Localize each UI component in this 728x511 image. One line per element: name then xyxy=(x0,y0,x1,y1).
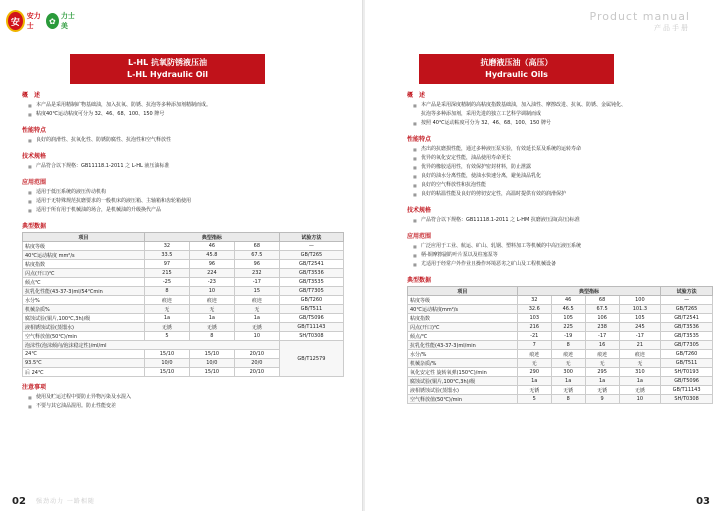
table-cell: 无锈 xyxy=(585,386,619,395)
table-cell: 100 xyxy=(619,296,661,305)
table-cell: 97 xyxy=(144,260,189,269)
table-row xyxy=(23,242,344,251)
table-cell: 水分/% xyxy=(408,350,518,359)
table-cell: 20/0 xyxy=(234,359,279,368)
table-row xyxy=(23,332,344,341)
right-page xyxy=(365,0,728,511)
table-cell: 101.3 xyxy=(619,305,661,314)
table-row xyxy=(408,386,713,395)
table-cell: 无锈 xyxy=(189,323,234,332)
table-cell: 20/10 xyxy=(234,368,279,377)
table-cell: 24℃ xyxy=(23,350,145,359)
table-cell: 1a xyxy=(517,377,551,386)
table-cell: 痕迹 xyxy=(189,296,234,305)
list-item: ■ 柄-铜摩擦副的叶片泵以及柱塞泵等 xyxy=(413,252,498,258)
table-cell: 腐蚀试验(铜片,100℃,3h)/级 xyxy=(23,314,145,323)
table-cell: -23 xyxy=(189,278,234,287)
table-cell: GB/T2541 xyxy=(661,314,713,323)
section-title: 性能特点 xyxy=(407,136,432,143)
table-cell: 245 xyxy=(619,323,661,332)
table-cell: -19 xyxy=(551,332,585,341)
table-cell: 闪点(开口)℃ xyxy=(23,269,145,278)
table-cell: 空气释放值(50℃)/min xyxy=(408,395,518,404)
list-item: ■ 本产品是采用精制矿物基础油，加入抗氧、防锈、抗泡等多种添加剂精制而成。 xyxy=(28,102,212,108)
table-cell: 15/10 xyxy=(189,350,234,359)
section-title: 技术规格 xyxy=(407,207,432,214)
page-number: 03 xyxy=(696,496,710,507)
table-cell: 10 xyxy=(234,332,279,341)
section-title: 概 述 xyxy=(22,92,41,99)
slogan: 强劲动力 一路相随 xyxy=(36,498,95,505)
table-cell: 103 xyxy=(517,314,551,323)
list-item: ■ 杰出的抗磨损性能，通过多种液压泵实验，有效延长泵及系统的运转寿命 xyxy=(413,146,582,152)
table-cell: -17 xyxy=(234,278,279,287)
table-cell: 5 xyxy=(517,395,551,404)
section-title: 性能特点 xyxy=(22,127,47,134)
column-header: 试验方法 xyxy=(661,287,713,296)
table-cell: GB/T265 xyxy=(661,305,713,314)
column-header: 试验方法 xyxy=(279,233,343,242)
table-cell: 1a xyxy=(234,314,279,323)
list-item: ■ 适用于低压系统的液压传动机构 xyxy=(28,189,107,195)
list-item: ■ 良好的润滑性、抗氧化性、防锈防腐性、抗泡性和空气释放性 xyxy=(28,137,172,143)
table-cell: 无锈 xyxy=(234,323,279,332)
table-cell: 氧化安定性 旋转氧弹(150℃)/min xyxy=(408,368,518,377)
product-title-cn: 抗磨液压油（高压） xyxy=(480,58,553,67)
table-cell: GB/T12579 xyxy=(279,341,343,377)
table-cell: 16 xyxy=(585,341,619,350)
table-cell: 216 xyxy=(517,323,551,332)
table-cell: 15/10 xyxy=(144,368,189,377)
table-cell: 93.5℃ xyxy=(23,359,145,368)
table-cell: 无锈 xyxy=(619,386,661,395)
product-title-banner xyxy=(70,54,265,84)
table-cell: 无锈 xyxy=(517,386,551,395)
brand-name-2: 力士美 xyxy=(60,12,75,30)
table-cell: 290 xyxy=(517,368,551,377)
table-cell: GB/T2541 xyxy=(279,260,343,269)
table-cell: — xyxy=(279,242,343,251)
table-cell: -17 xyxy=(619,332,661,341)
table-row xyxy=(23,269,344,278)
table-cell: 15/10 xyxy=(189,368,234,377)
list-item: ■ 优异的氧化安定性能，油品使用寿命更长 xyxy=(413,155,512,161)
list-item: ■ 不要与其它油品混用。防止性能变差 xyxy=(28,403,117,409)
table-cell: 痕迹 xyxy=(144,296,189,305)
table-cell: 224 xyxy=(189,269,234,278)
table-cell: 45.8 xyxy=(189,251,234,260)
section-title: 技术规格 xyxy=(22,153,47,160)
data-table xyxy=(407,286,713,404)
table-cell: 32 xyxy=(144,242,189,251)
list-item: ■ 良好的油水分离性能，使油水快速分离，避免油品乳化 xyxy=(413,173,542,179)
table-cell: 空气释放值(50℃)/min xyxy=(23,332,145,341)
section-title: 应用范围 xyxy=(22,179,47,186)
table-cell: 无 xyxy=(585,359,619,368)
table-cell: 无 xyxy=(551,359,585,368)
table-cell: 1a xyxy=(585,377,619,386)
table-cell: GB/T260 xyxy=(661,350,713,359)
list-item: ■ 优异的橡胶适用性，有效保护密封材料，防止泄露 xyxy=(413,164,532,170)
table-cell: 8 xyxy=(551,395,585,404)
table-row xyxy=(408,341,713,350)
table-cell: 21 xyxy=(619,341,661,350)
table-cell: 96 xyxy=(234,260,279,269)
table-row xyxy=(23,278,344,287)
table-cell: 10 xyxy=(619,395,661,404)
page-number: 02 xyxy=(12,496,26,507)
product-title-banner xyxy=(419,54,614,84)
brand-emblem-icon: 安 xyxy=(6,10,25,32)
table-cell: 32 xyxy=(517,296,551,305)
table-cell: 68 xyxy=(585,296,619,305)
table-cell: GB/T5096 xyxy=(279,314,343,323)
table-cell: 粘度指数 xyxy=(23,260,145,269)
left-page xyxy=(0,0,363,511)
table-row xyxy=(408,359,713,368)
table-cell: GB/T11143 xyxy=(279,323,343,332)
list-item: ■ 产品符合以下规格：GB11118.1-2011 之 L-HL 液压油标准 xyxy=(28,163,170,169)
table-cell: 无锈 xyxy=(144,323,189,332)
table-cell: 8 xyxy=(551,341,585,350)
table-row xyxy=(408,350,713,359)
table-cell: 9 xyxy=(585,395,619,404)
table-cell: -17 xyxy=(585,332,619,341)
table-row xyxy=(408,305,713,314)
list-item: ■ 良好的粘温性能及良好的剪切安定性，高温时提供有效的润滑保护 xyxy=(413,191,567,197)
table-cell: 96 xyxy=(189,260,234,269)
table-row xyxy=(408,296,713,305)
table-cell: 67.5 xyxy=(234,251,279,260)
table-cell: 20/10 xyxy=(234,350,279,359)
table-row xyxy=(23,251,344,260)
list-item: ■ 按照 40℃运动粘度可分为 32、46、68、100、150 牌号 xyxy=(413,120,551,126)
table-cell: 105 xyxy=(551,314,585,323)
brand-name: 安力士 xyxy=(26,12,41,30)
table-cell: 机械杂质% xyxy=(23,305,145,314)
table-cell: 295 xyxy=(585,368,619,377)
table-row xyxy=(408,368,713,377)
manual-header xyxy=(590,10,690,33)
table-cell: 5 xyxy=(144,332,189,341)
table-cell: 105 xyxy=(619,314,661,323)
table-cell: 无 xyxy=(189,305,234,314)
table-cell: 33.5 xyxy=(144,251,189,260)
table-cell: 无 xyxy=(234,305,279,314)
table-cell: 机械杂质/% xyxy=(408,359,518,368)
table-row xyxy=(408,323,713,332)
table-cell: 痕迹 xyxy=(619,350,661,359)
table-row xyxy=(23,305,344,314)
manual-title-en: Product manual xyxy=(589,10,690,23)
table-cell: 10 xyxy=(189,287,234,296)
table-cell: 粘度等级 xyxy=(408,296,518,305)
table-cell: 10/0 xyxy=(189,359,234,368)
table-row xyxy=(23,341,344,350)
table-cell: 抗乳化性能(43-37-3)ml/54℃min xyxy=(23,287,145,296)
list-item: ■ 粘度40℃运动粘度可分为 32、46、68、100、150 牌号 xyxy=(28,111,165,117)
table-cell: 46.5 xyxy=(551,305,585,314)
table-cell: 46 xyxy=(189,242,234,251)
table-cell: GB/T7305 xyxy=(661,341,713,350)
table-cell: 闪点(开口)℃ xyxy=(408,323,518,332)
table-cell: -21 xyxy=(517,332,551,341)
list-item: ■ 尤适用于经常户外作业且操作环境恶劣之矿山及工程机械设备 xyxy=(413,261,557,267)
table-cell: 1a xyxy=(551,377,585,386)
table-cell: 无 xyxy=(619,359,661,368)
table-cell: 无 xyxy=(517,359,551,368)
table-cell: 倾点/℃ xyxy=(408,332,518,341)
table-cell: 1a xyxy=(619,377,661,386)
table-cell: GB/T3536 xyxy=(279,269,343,278)
table-cell: 无 xyxy=(144,305,189,314)
list-item: 抗泡等多种添加剂，采用先进的独立工艺科学调制而成 xyxy=(421,111,542,117)
table-row xyxy=(23,260,344,269)
table-cell: SH/T0308 xyxy=(279,332,343,341)
table-cell: 抗乳化性能(43-37-3)ml/min xyxy=(408,341,518,350)
table-cell: 泡沫性(泡沫倾向/泡沫稳定性)/ml/ml xyxy=(23,341,280,350)
table-cell: 无锈 xyxy=(551,386,585,395)
table-cell: 106 xyxy=(585,314,619,323)
section-title: 应用范围 xyxy=(407,233,432,240)
section-title: 注意事项 xyxy=(22,384,47,391)
table-cell: 粘度指数 xyxy=(408,314,518,323)
brand-logo xyxy=(6,6,78,36)
table-cell: 10/0 xyxy=(144,359,189,368)
list-item: ■ 广泛应用于工业、航运、矿山、轧钢、塑料加工等机械的中高压液压系统 xyxy=(413,243,582,249)
table-cell: 痕迹 xyxy=(234,296,279,305)
table-row xyxy=(408,332,713,341)
table-cell: GB/T3535 xyxy=(661,332,713,341)
table-cell: GB/T265 xyxy=(279,251,343,260)
table-row xyxy=(23,323,344,332)
table-cell: SH/T0308 xyxy=(661,395,713,404)
column-header: 项目 xyxy=(408,287,518,296)
table-cell: 8 xyxy=(144,287,189,296)
product-title-en: Hydraulic Oils xyxy=(485,70,548,79)
column-header: 典型指标 xyxy=(517,287,660,296)
table-cell: GB/T511 xyxy=(279,305,343,314)
section-title: 典型数据 xyxy=(407,277,432,284)
table-cell: 67.5 xyxy=(585,305,619,314)
table-cell: GB/T11143 xyxy=(661,386,713,395)
table-cell: 46 xyxy=(551,296,585,305)
table-cell: 300 xyxy=(551,368,585,377)
table-cell: GB/T260 xyxy=(279,296,343,305)
table-cell: GB/T3536 xyxy=(661,323,713,332)
list-item: ■ 适用于无特殊规范抗磨要求的一般机床的液压箱、主轴箱和齿轮箱使用 xyxy=(28,198,192,204)
table-row xyxy=(23,296,344,305)
column-header: 项目 xyxy=(23,233,145,242)
table-cell: 痕迹 xyxy=(517,350,551,359)
column-header: 典型指标 xyxy=(144,233,279,242)
list-item: ■ 适用于所有用于机械油的场合，是机械油的升级换代产品 xyxy=(28,207,162,213)
table-cell: GB/T511 xyxy=(661,359,713,368)
product-title-en: L-HL Hydraulic Oil xyxy=(127,70,208,79)
table-cell: 倾点℃ xyxy=(23,278,145,287)
table-row xyxy=(408,314,713,323)
section-title: 典型数据 xyxy=(22,223,47,230)
table-cell: GB/T5096 xyxy=(661,377,713,386)
list-item: ■ 使用及贮运过程中要防止异物污染及水混入 xyxy=(28,394,132,400)
table-row xyxy=(23,314,344,323)
table-cell: 232 xyxy=(234,269,279,278)
data-table xyxy=(22,232,344,377)
table-cell: 68 xyxy=(234,242,279,251)
table-cell: GB/T3535 xyxy=(279,278,343,287)
product-title-cn: L-HL 抗氧防锈液压油 xyxy=(128,58,207,67)
section-title: 概 述 xyxy=(407,92,426,99)
table-row xyxy=(23,287,344,296)
table-cell: 1a xyxy=(189,314,234,323)
table-row xyxy=(408,395,713,404)
manual-title-cn: 产品手册 xyxy=(654,24,690,32)
list-item: ■ 产品符合以下规格：GB11118.1-2011 之 L-HM 抗磨液压油(高压)标准 xyxy=(413,217,580,223)
table-row xyxy=(408,377,713,386)
table-cell: 15 xyxy=(234,287,279,296)
table-cell: 7 xyxy=(517,341,551,350)
leaf-icon: ✿ xyxy=(46,13,59,29)
left-content xyxy=(22,90,344,411)
table-cell: 40℃运动粘度 mm²/s xyxy=(23,251,145,260)
table-cell: 后 24℃ xyxy=(23,368,145,377)
table-cell: 15/10 xyxy=(144,350,189,359)
table-cell: 水分% xyxy=(23,296,145,305)
list-item: ■ 本产品是采用深度精制的高粘度指数基础油，加入油性、摩擦改进、抗氧、防锈、金属钝化、 xyxy=(413,102,627,108)
table-cell: — xyxy=(661,296,713,305)
table-cell: 310 xyxy=(619,368,661,377)
table-cell: 腐蚀试验(铜片,100℃,3h)/级 xyxy=(408,377,518,386)
list-item: ■ 良好的空气释放性和抗泡性能 xyxy=(413,182,487,188)
table-cell: 液相锈蚀试验(蒸馏水) xyxy=(23,323,145,332)
table-cell: GB/T7305 xyxy=(279,287,343,296)
table-cell: 238 xyxy=(585,323,619,332)
table-cell: 8 xyxy=(189,332,234,341)
table-cell: 32.6 xyxy=(517,305,551,314)
table-cell: 215 xyxy=(144,269,189,278)
table-cell: 粘度等级 xyxy=(23,242,145,251)
table-cell: 1a xyxy=(144,314,189,323)
table-cell: 液相锈蚀试验(蒸馏水) xyxy=(408,386,518,395)
table-cell: SH/T0193 xyxy=(661,368,713,377)
table-cell: 225 xyxy=(551,323,585,332)
right-content xyxy=(407,90,713,404)
table-cell: 痕迹 xyxy=(551,350,585,359)
table-cell: 40℃运动粘度mm²/s xyxy=(408,305,518,314)
table-cell: 痕迹 xyxy=(585,350,619,359)
table-cell: -25 xyxy=(144,278,189,287)
